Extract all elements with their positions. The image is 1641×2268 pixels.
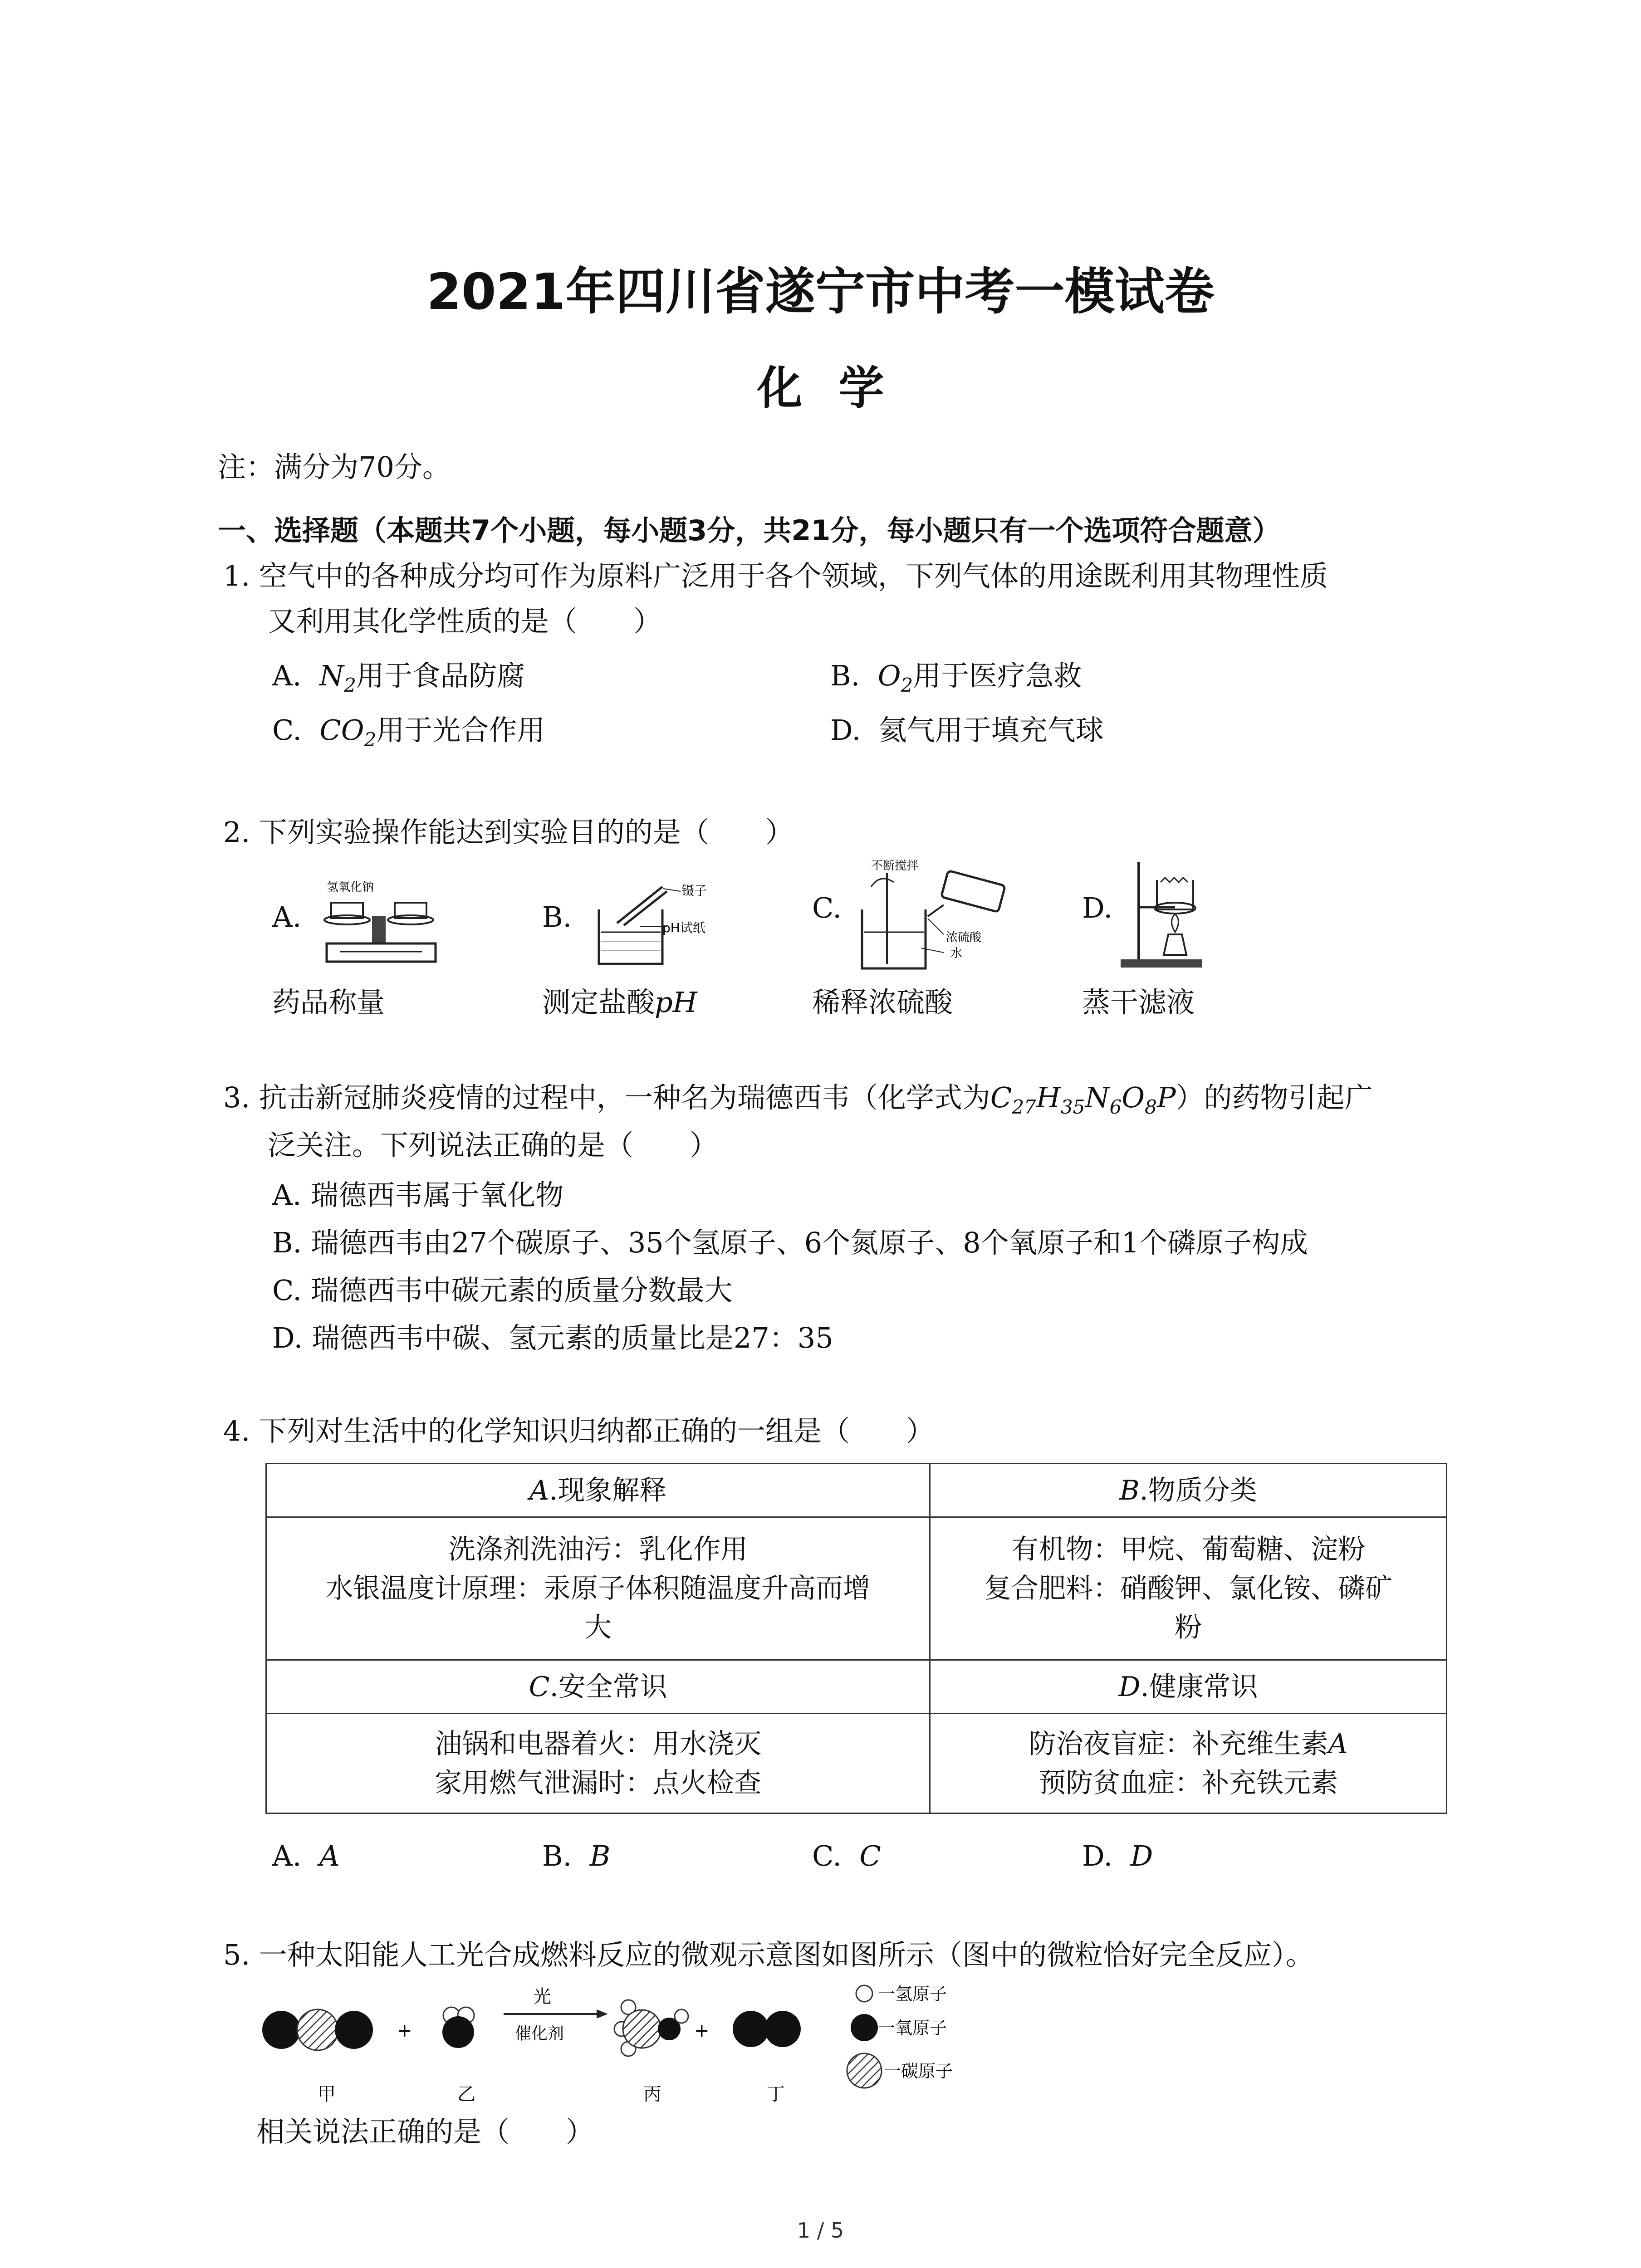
q4-cell-c: 油锅和电器着火：用水浇灭 家用燃气泄漏时：点火检查 — [266, 1714, 930, 1813]
conc-acid-label: 浓硫酸 — [946, 931, 982, 944]
naoh-label: 氢氧化钠 — [327, 880, 374, 894]
q2-caption-a: 药品称量 — [272, 986, 385, 1019]
q2-option-a-label: A. — [272, 900, 302, 934]
score-note: 注：满分为70分。 — [218, 450, 451, 484]
legend — [847, 1984, 953, 2088]
q4-cell-a: 洗涤剂洗油污：乳化作用 水银温度计原理：汞原子体积随温度升高而增 大 — [266, 1517, 930, 1660]
q4-option-a: A. A — [272, 1839, 340, 1872]
q4-head-d: D.健康常识 — [930, 1660, 1447, 1714]
q2-option-d-label: D. — [1082, 891, 1113, 924]
water-label: 水 — [950, 947, 963, 960]
label-jia: 甲 — [318, 2084, 336, 2105]
legend-carbon: 一碳原子 — [884, 2061, 953, 2081]
balance-scale-figure — [313, 875, 449, 971]
q1-option-a: A. $N_2$用于食品防腐 — [272, 659, 525, 696]
stirring-label: 不断搅拌 — [871, 859, 919, 873]
q5-followup: 相关说法正确的是（ ） — [256, 2115, 594, 2148]
q4-option-c: C. C — [812, 1839, 881, 1872]
q2-option-c-label: C. — [812, 891, 842, 924]
label-bing: 丙 — [643, 2084, 661, 2105]
q1-option-b: B. $O_2$用于医疗急救 — [830, 659, 1082, 696]
label-yi: 乙 — [457, 2084, 475, 2105]
molecule-jia — [262, 2009, 373, 2050]
ph-paper-label: pH试纸 — [662, 920, 705, 935]
q5-stem: 5. 一种太阳能人工光合成燃料反应的微观示意图如图所示（图中的微粒恰好完全反应）。 — [223, 1938, 1314, 1971]
q4-cell-d: 防治夜盲症：补充维生素A 预防贫血症：补充铁元素 — [930, 1714, 1447, 1813]
q2-caption-b: 测定盐酸pH — [542, 986, 697, 1019]
q1-option-c: C. $CO_2$用于光合作用 — [272, 714, 545, 751]
plus-1: + — [397, 2020, 412, 2041]
ph-test-figure — [585, 873, 730, 973]
q3-stem-line2: 泛关注。下列说法正确的是（ ） — [268, 1129, 718, 1162]
subject-title: 化学 — [757, 362, 921, 415]
q2-caption-c: 稀释浓硫酸 — [812, 986, 953, 1019]
q4-stem: 4. 下列对生活中的化学知识归纳都正确的一组是（ ） — [223, 1414, 934, 1447]
legend-hydrogen: 一氢原子 — [878, 1984, 947, 2004]
molecule-yi — [442, 2007, 474, 2048]
q3-option-c: C. 瑞德西韦中碳元素的质量分数最大 — [272, 1274, 733, 1307]
section-heading: 一、选择题（本题共7个小题，每小题3分，共21分，每小题只有一个选项符合题意） — [218, 514, 1281, 547]
q3-option-d: D. 瑞德西韦中碳、氢元素的质量比是27：35 — [272, 1321, 833, 1354]
q3-option-b: B. 瑞德西韦由27个碳原子、35个氢原子、6个氮原子、8个氧原子和1个磷原子构成 — [272, 1226, 1308, 1259]
arrow-catalyst-label: 催化剂 — [515, 2024, 564, 2043]
plus-2: + — [694, 2020, 710, 2041]
q4-option-d: D. D — [1082, 1839, 1153, 1872]
molecule-bing — [614, 2000, 688, 2056]
q3-option-a: A. 瑞德西韦属于氧化物 — [272, 1178, 564, 1212]
q1-stem-line1: 1. 空气中的各种成分均可作为原料广泛用于各个领域，下列气体的用途既利用其物理性质 — [223, 559, 1328, 592]
q2-stem: 2. 下列实验操作能达到实验目的的是（ ） — [223, 816, 794, 849]
molecule-ding — [733, 2011, 801, 2047]
evaporation-figure — [1107, 853, 1211, 975]
reaction-diagram — [259, 1980, 985, 2116]
tweezers-label: 镊子 — [681, 883, 707, 898]
q4-head-b: B.物质分类 — [930, 1464, 1447, 1517]
q1-option-d: D. 氦气用于填充气球 — [830, 714, 1104, 747]
arrow-light-label: 光 — [533, 1986, 551, 2007]
label-ding: 丁 — [767, 2084, 785, 2105]
q4-table — [265, 1463, 1447, 1814]
dilution-figure — [853, 855, 1016, 978]
q1-stem-line2: 又利用其化学性质的是（ ） — [268, 605, 662, 638]
q2-option-b-label: B. — [542, 900, 572, 934]
page-number: 1 / 5 — [797, 2218, 844, 2243]
legend-oxygen: 一氧原子 — [878, 2018, 947, 2038]
q4-option-b: B. B — [542, 1839, 611, 1872]
q2-caption-d: 蒸干滤液 — [1082, 986, 1195, 1019]
q4-head-a: A.现象解释 — [266, 1464, 930, 1517]
q4-head-c: C.安全常识 — [266, 1660, 930, 1714]
exam-title: 2021年四川省遂宁市中考一模试卷 — [426, 263, 1215, 321]
q4-cell-b: 有机物：甲烷、葡萄糖、淀粉 复合肥料：硝酸钾、氯化铵、磷矿 粉 — [930, 1517, 1447, 1660]
q3-stem-line1: 3. 抗击新冠肺炎疫情的过程中，一种名为瑞德西韦（化学式为$C_{27}H_{35}N_6O_8P$）的药物引起广 — [223, 1081, 1373, 1118]
